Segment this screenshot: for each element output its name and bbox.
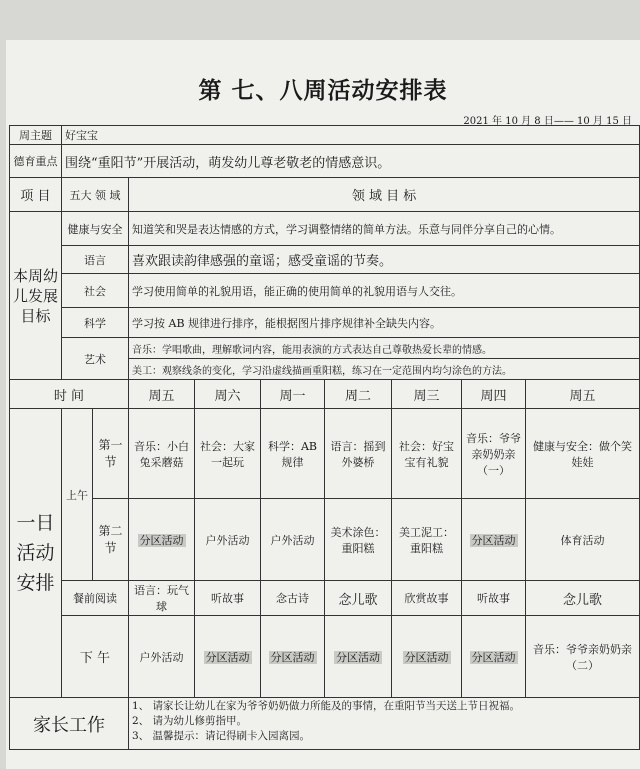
day-header: 周一 (261, 380, 325, 409)
period1-cell: 科学：AB 规律 (261, 409, 325, 499)
parents-label: 家长工作 (10, 698, 129, 750)
day-header: 周三 (392, 380, 462, 409)
document-sheet (6, 40, 640, 769)
moral-value: 围绕“重阳节”开展活动，萌发幼儿尊老敬老的情感意识。 (62, 145, 640, 178)
period2-cell: 美工泥工：重阳糕 (392, 499, 462, 581)
goal-domain: 艺术 (62, 338, 129, 380)
afternoon-cell: 音乐：爷爷亲奶奶亲（二） (526, 616, 640, 698)
daily-section-label: 一日活动安排 (10, 409, 62, 698)
reading-cell: 听故事 (195, 581, 261, 616)
day-header: 周五 (129, 380, 195, 409)
reading-cell: 念古诗 (261, 581, 325, 616)
parent-note: 2、 请为幼儿修剪指甲。 (132, 715, 248, 727)
period1-cell: 音乐：小白兔采蘑菇 (129, 409, 195, 499)
reading-label: 餐前阅读 (62, 581, 129, 616)
period2-cell: 分区活动 (139, 533, 184, 547)
period1-label: 第一节 (93, 409, 129, 499)
goal-text: 学习使用简单的礼貌用语，能正确的使用简单的礼貌用语与人交往。 (129, 274, 640, 308)
goal-domain: 科学 (62, 308, 129, 338)
page-title: 第 七、八周活动安排表 (198, 77, 448, 104)
period2-cell: 体育活动 (526, 499, 640, 581)
theme-value: 好宝宝 (62, 126, 640, 145)
reading-cell: 语言：玩气球 (129, 581, 195, 616)
period1-cell: 社会：好宝宝有礼貌 (392, 409, 462, 499)
domains-header: 五大 领 域 (62, 178, 129, 212)
period2-cell: 美术涂色：重阳糕 (325, 499, 392, 581)
period2-cell: 户外活动 (195, 499, 261, 581)
day-header: 周二 (325, 380, 392, 409)
period1-cell: 健康与安全：做个笑娃娃 (526, 409, 640, 499)
goal-text: 美工：观察线条的变化，学习沿虚线描画重阳糕，练习在一定范围内均匀涂色的方法。 (129, 359, 640, 380)
schedule-table (9, 125, 640, 750)
goal-text: 知道笑和哭是表达情感的方式，学习调整情绪的简单方法。乐意与同伴分享自己的心情。 (129, 212, 640, 246)
goal-domain: 社会 (62, 274, 129, 308)
period1-cell: 社会：大家一起玩 (195, 409, 261, 499)
day-header: 周五 (526, 380, 640, 409)
afternoon-cell: 分区活动 (471, 650, 516, 664)
parent-note: 3、 温馨提示：请记得刷卡入园离园。 (132, 730, 311, 742)
period2-label: 第二节 (93, 499, 129, 581)
goals-section-label: 本周幼儿发展目标 (10, 212, 62, 380)
goal-domain: 健康与安全 (62, 212, 129, 246)
afternoon-label: 下 午 (62, 616, 129, 698)
afternoon-cell: 分区活动 (270, 650, 315, 664)
period2-cell: 户外活动 (261, 499, 325, 581)
reading-cell: 欣赏故事 (392, 581, 462, 616)
day-header: 周四 (462, 380, 526, 409)
afternoon-cell: 分区活动 (205, 650, 250, 664)
goals-header: 领 域 目 标 (129, 178, 640, 212)
day-header: 周六 (195, 380, 261, 409)
goal-text: 学习按 AB 规律进行排序，能根据图片排序规律补全缺失内容。 (129, 308, 640, 338)
moral-label: 德育重点 (10, 145, 62, 178)
reading-cell: 念儿歌 (325, 581, 392, 616)
parent-note: 1、 请家长让幼儿在家为爷爷奶奶做力所能及的事情，在重阳节当天送上节日祝福。 (132, 700, 521, 712)
theme-label: 周主题 (10, 126, 62, 145)
date-range: 2021 年 10 月 8 日—— 10 月 15 日 (463, 116, 632, 127)
morning-label: 上午 (62, 409, 93, 581)
period2-cell: 分区活动 (471, 533, 516, 547)
period1-cell: 音乐：爷爷亲奶奶亲 （一） (462, 409, 526, 499)
goal-domain: 语言 (62, 246, 129, 274)
reading-cell: 念儿歌 (526, 581, 640, 616)
afternoon-cell: 户外活动 (129, 616, 195, 698)
goal-text: 音乐：学唱歌曲，理解歌词内容，能用表演的方式表达自己尊敬热爱长辈的情感。 (129, 338, 640, 359)
reading-cell: 听故事 (462, 581, 526, 616)
afternoon-cell: 分区活动 (336, 650, 380, 664)
project-header: 项 目 (10, 178, 62, 212)
goal-text: 喜欢跟读韵律感强的童谣；感受童谣的节奏。 (129, 246, 640, 274)
afternoon-cell: 分区活动 (404, 650, 449, 664)
period1-cell: 语言：摇到外婆桥 (325, 409, 392, 499)
time-label: 时 间 (10, 380, 129, 409)
